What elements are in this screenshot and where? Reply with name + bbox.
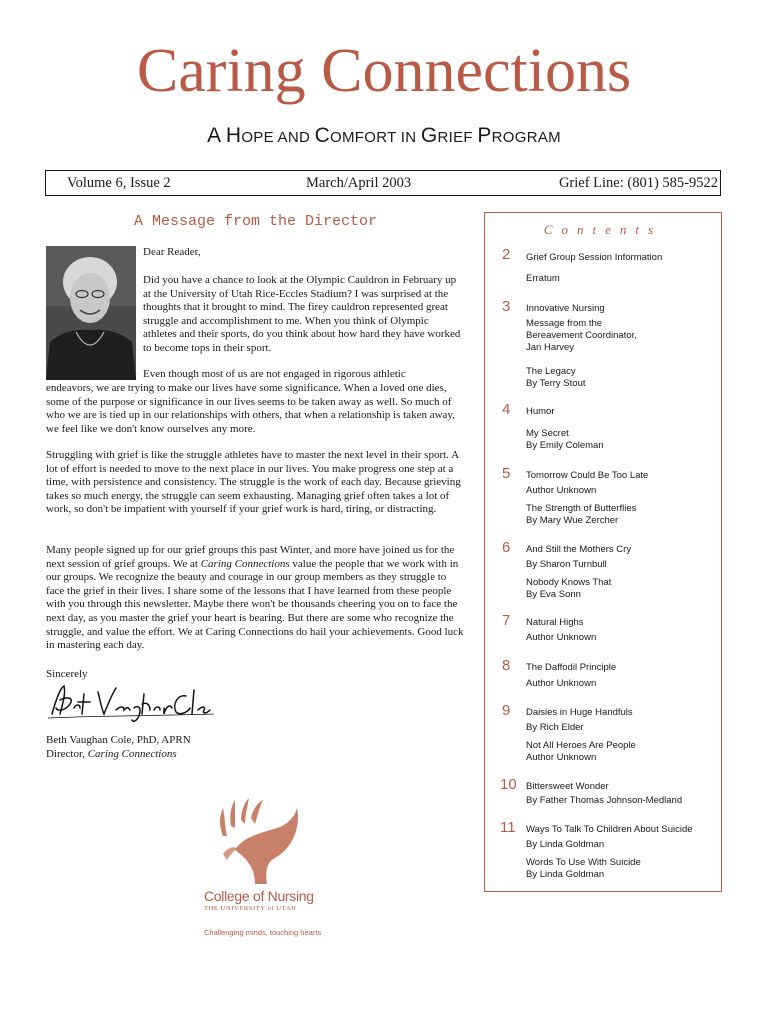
toc-page-number: 8 <box>502 657 511 674</box>
toc-item-author: Author Unknown <box>526 752 597 763</box>
toc-item[interactable]: Erratum <box>526 273 560 284</box>
subtitle-cap: P <box>477 124 492 147</box>
message-paragraph-2-start: Even though most of us are not engaged in rigorous athletic <box>143 368 406 380</box>
toc-item-author: By Emily Coleman <box>526 440 604 451</box>
toc-item[interactable]: Humor <box>526 406 555 417</box>
message-heading: A Message from the Director <box>134 213 378 230</box>
toc-item: Bereavement Coordinator, <box>526 330 637 341</box>
grief-line-phone: Grief Line: (801) 585-9522 <box>558 175 718 191</box>
logo-university: THE UNIVERSITY of UTAH <box>204 905 297 912</box>
director-portrait-icon <box>46 246 136 380</box>
toc-item-author: By Linda Goldman <box>526 869 605 880</box>
message-paragraph-3: Struggling with grief is like the struggle athletes have to master the next level in their sport. A lot of effort is needed to move to the next place in our lives. You make progress one step at a time, with persistence and consistency. The struggle is the work of each day. Because grieving takes so much energy, the struggle can seem exhausting. Managing grief often takes a lot of work, so don't be impatient with yourself if your grief work is hard, tiring, or distracting. <box>46 449 461 516</box>
newsletter-title: Caring Connections <box>136 37 632 105</box>
subtitle-rest: RIEF <box>437 129 478 146</box>
toc-item[interactable]: My Secret <box>526 428 569 439</box>
toc-page-number: 10 <box>500 776 517 793</box>
toc-item[interactable]: Nobody Knows That <box>526 577 612 588</box>
director-title-program: Caring Connections <box>87 747 177 760</box>
toc-item[interactable]: Bittersweet Wonder <box>526 781 609 792</box>
subtitle-cap: G <box>420 124 438 147</box>
subtitle-rest: OMFORT IN <box>330 129 421 146</box>
toc-item-author: By Linda Goldman <box>526 839 605 850</box>
director-name: Beth Vaughan Cole, PhD, APRN <box>46 734 191 746</box>
salutation: Dear Reader, <box>143 246 201 258</box>
signature-block <box>46 734 191 761</box>
logo-tagline: Challenging minds, touching hearts <box>204 928 322 937</box>
contents-title: Contents <box>543 222 663 237</box>
toc-page-number: 3 <box>502 298 511 315</box>
paragraph-text: value the people that we work with in our groups. We recognize the beauty and courage in our group members as they struggle to face the grief in their lives. I share some of the lessons that I have learned from these people with you through this newsletter. Maybe there won't be thousands cheering you on to face the next day, as you master the grief your heart is bearing. But there are some who recognize the struggle, and value the effort. We at Caring Connections do hail your achievements. Good luck in mastering each day. <box>46 557 464 652</box>
toc-page-number: 11 <box>500 819 516 836</box>
director-title-prefix: Director, <box>46 747 88 760</box>
toc-item[interactable]: The Strength of Butterflies <box>526 503 637 514</box>
signature-icon <box>46 680 216 726</box>
toc-page-number: 5 <box>502 465 511 482</box>
toc-item-author: By Terry Stout <box>526 378 586 389</box>
toc-item[interactable]: Tomorrow Could Be Too Late <box>526 470 649 481</box>
toc-item-author: Jan Harvey <box>526 342 575 353</box>
newsletter-subtitle <box>0 124 768 148</box>
toc-item[interactable]: Words To Use With Suicide <box>526 857 641 868</box>
toc-item-author: By Sharon Turnbull <box>526 559 607 570</box>
toc-page-number: 4 <box>502 401 511 418</box>
logo-college-name: College of Nursing <box>204 888 314 904</box>
subtitle-cap: H <box>225 124 242 147</box>
toc-item[interactable]: The Legacy <box>526 366 576 377</box>
closing: Sincerely <box>46 668 88 680</box>
toc-item[interactable]: The Daffodil Principle <box>526 662 617 673</box>
toc-item[interactable]: Natural Highs <box>526 617 584 628</box>
handwritten-signature <box>46 680 216 726</box>
flame-hand-logo-icon <box>213 796 303 888</box>
subtitle-cap: C <box>314 124 331 147</box>
toc-page-number: 6 <box>502 539 511 556</box>
toc-item-author: By Rich Elder <box>526 722 584 733</box>
paragraph-emphasis: Caring Connections <box>200 557 290 570</box>
message-paragraph-2: endeavors, we are trying to make our lives have some significance. When a loved one dies, some of the purpose or significance in our lives seems to be taken away as well. So much of who we are is tied up in our relationships with others, that when a relationship is taken away, we feel like we don't know ourselves any more. <box>46 382 455 435</box>
toc-item[interactable]: Innovative Nursing <box>526 303 605 314</box>
toc-item[interactable]: Daisies in Huge Handfuls <box>526 707 633 718</box>
toc-item[interactable]: Ways To Talk To Children About Suicide <box>526 824 693 835</box>
toc-page-number: 7 <box>502 612 511 629</box>
paragraph-text: Many people signed up for our grief groups this past Winter, and more have joined us for the next session of grief groups. We at <box>46 544 455 570</box>
subtitle-rest: OPE AND <box>241 129 315 146</box>
toc-item-author: Author Unknown <box>526 485 597 496</box>
issue-volume: Volume 6, Issue 2 <box>67 175 171 191</box>
subtitle-cap: A <box>207 124 222 147</box>
issue-info-bar <box>45 170 721 196</box>
college-logo-mark <box>213 796 303 888</box>
toc-item-author: Author Unknown <box>526 632 597 643</box>
toc-item-author: By Father Thomas Johnson-Medland <box>526 795 683 806</box>
toc-item-author: Author Unknown <box>526 678 597 689</box>
toc-item[interactable]: Grief Group Session Information <box>526 252 663 263</box>
toc-page-number: 9 <box>502 702 511 719</box>
toc-item-author: By Eva Sonn <box>526 589 581 600</box>
toc-page-number: 2 <box>502 246 511 263</box>
toc-item-author: By Mary Wue Zercher <box>526 515 619 526</box>
toc-item[interactable]: And Still the Mothers Cry <box>526 544 632 555</box>
toc-item[interactable]: Message from the <box>526 318 603 329</box>
toc-item[interactable]: Not All Heroes Are People <box>526 740 636 751</box>
issue-date: March/April 2003 <box>306 175 412 191</box>
message-paragraph-1: Did you have a chance to look at the Olympic Cauldron in February up at the University of Utah Rice-Eccles Stadium? I was surprised at the thoughts that it brought to mind. The firey cauldron represented great struggle and accomplishment to me. When you think of Olympic athletes and their sports, do you think about how hard they have worked to become tops in their sport. <box>143 274 461 354</box>
message-paragraph-4 <box>46 544 464 653</box>
director-photo <box>46 246 136 380</box>
subtitle-rest: ROGRAM <box>491 129 561 146</box>
